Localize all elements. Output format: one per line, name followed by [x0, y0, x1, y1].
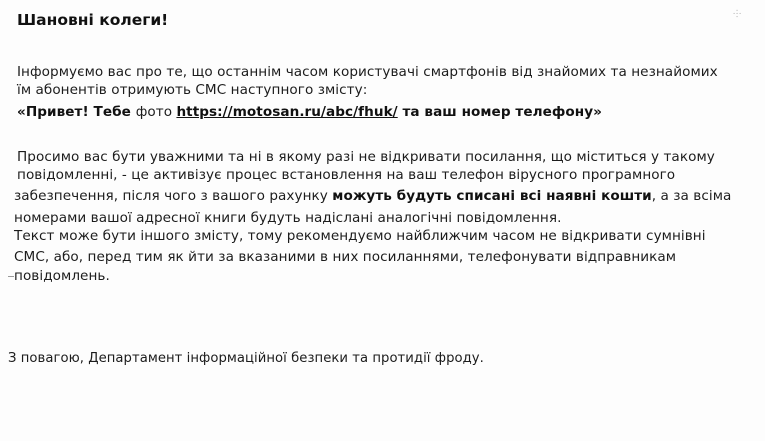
- warning-line-6: СМС, або, перед тим як йти за вказаними в них посиланнями, телефонувати відправникам: [14, 249, 677, 265]
- quoted-sms-line: [17, 104, 602, 121]
- scan-artifact: ⸭: [733, 9, 742, 20]
- warning-line-3: [14, 188, 731, 205]
- warning-line-3-start: забезпечення, після чого з вашого рахунку: [14, 188, 333, 204]
- warning-line-2: повідомленні, - це активізує процес встановлення на ваш телефон вірусного програмного: [17, 167, 676, 183]
- warning-line-7: повідомлень.: [14, 268, 110, 284]
- warning-line-5: Текст може бути іншого змісту, тому рекомендуємо найближчим часом не відкривати сумнівні: [14, 228, 706, 244]
- phishing-link[interactable]: https://motosan.ru/abc/fhuk/: [176, 104, 398, 120]
- quoted-sms-photo-word: фото: [135, 104, 177, 120]
- quoted-sms-greeting: «Привет! Тебе: [17, 104, 136, 120]
- signature-line: З повагою, Департамент інформаційної безпеки та протидії фроду.: [8, 351, 484, 366]
- warning-line-3-end: , а за всіма: [651, 188, 732, 204]
- intro-line-2: їм абонентів отримують СМС наступного змісту:: [17, 82, 368, 98]
- greeting-heading: Шановні колеги!: [17, 11, 169, 29]
- quoted-sms-ending: та ваш номер телефону»: [397, 104, 602, 120]
- warning-line-4: номерами вашої адресної книги будуть надіслані аналогічні повідомлення.: [14, 210, 562, 226]
- intro-line-1: Інформуємо вас про те, що останнім часом користувачі смартфонів від знайомих та незнайомих: [17, 64, 718, 80]
- warning-line-1: Просимо вас бути уважними та ні в якому разі не відкривати посилання, що міститься у такому: [17, 149, 715, 165]
- warning-funds-bold: можуть будуть списані всі наявні кошти: [332, 188, 652, 204]
